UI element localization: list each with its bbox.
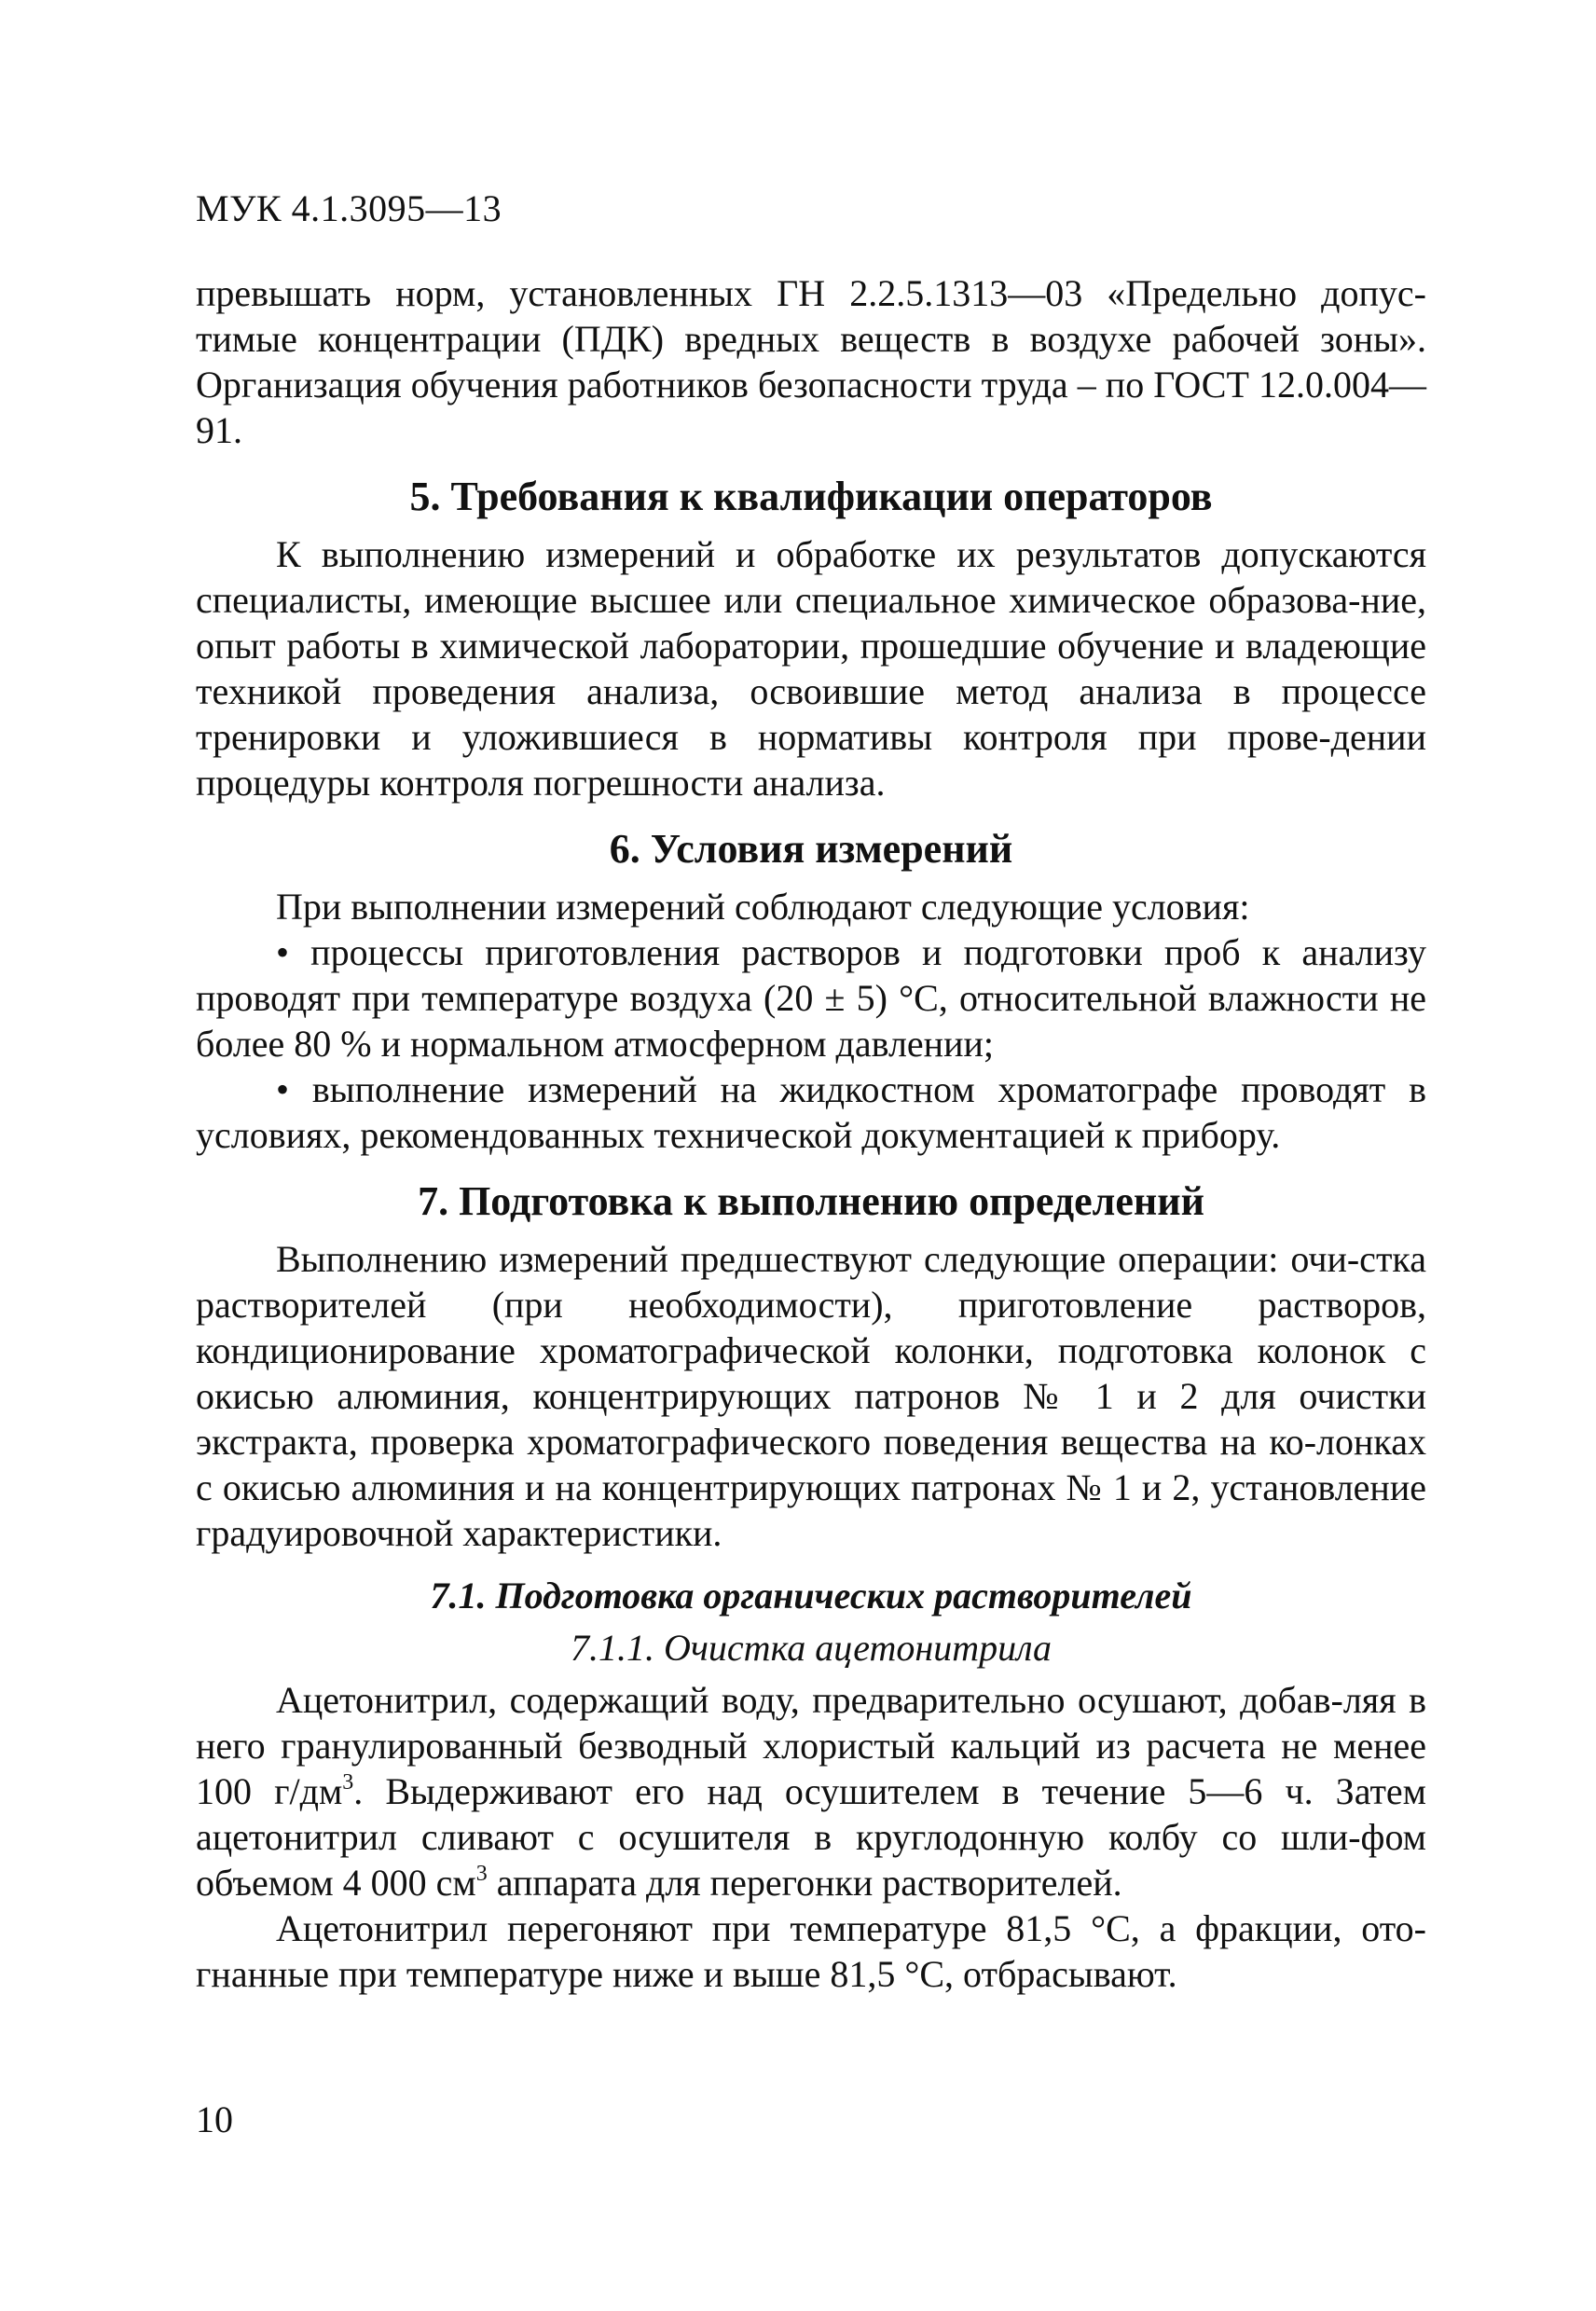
section-7-1-1-paragraph-2: Ацетонитрил перегоняют при температуре 81,5 °С, а фракции, ото-гнанные при температуре ниже и выше 81,5 °С, отбрасывают. [196,1907,1426,1995]
section-6-bullet-1: • процессы приготовления растворов и подготовки проб к анализу проводят при температуре воздуха (20 ± 5) °С, относительной влажности не более 80 % и нормальном атмосферном давлении; [196,931,1426,1065]
para-text-part-a: Ацетонитрил, содержащий воду, предварительно осушают, добав-ляя в него гранулированный безводный хлористый кальций из расчета не менее 100 г/дм [196,1679,1426,1812]
section-7-1-1-heading: 7.1.1. Очистка ацетонитрила [570,1627,1053,1669]
document-body [196,270,1426,1997]
section-7-paragraph: Выполнению измерений предшествуют следующие операции: очи-стка растворителей (при необходимости), приготовление растворов, кондиционирование хроматографической колонки, подготовка колонок с окисью алюминия, концентрирующих патронов № 1 и 2 для очистки экстракта, проверка хроматографического поведения вещества на ко-лонках с окисью алюминия и на концентрирующих патронах № 1 и 2, установление градуировочной характеристики. [196,1238,1426,1554]
section-6-lead: При выполнении измерений соблюдают следующие условия: [276,886,1250,928]
section-6-bullet-2: • выполнение измерений на жидкостном хроматографе проводят в условиях, рекомендованных технической документацией к прибору. [196,1068,1426,1156]
section-7-heading: 7. Подготовка к выполнению определений [418,1178,1204,1224]
para-text-part-c: аппарата для перегонки растворителей. [487,1862,1122,1904]
section-5-heading: 5. Требования к квалификации операторов [409,474,1213,519]
section-5-paragraph: К выполнению измерений и обработке их результатов допускаются специалисты, имеющие высшее или специальное химическое образова-ние, опыт работы в химической лаборатории, прошедшие обучение и владеющие техникой проведения анализа, освоившие метод анализа в процессе тренировки и уложившиеся в нормативы контроля при прове-дении процедуры контроля погрешности анализа. [196,533,1426,804]
superscript-3: 3 [342,1770,354,1795]
section-6-heading: 6. Условия измерений [609,826,1013,872]
para-text-part-b: . Выдерживают его над осушителем в течение 5—6 ч. Затем ацетонитрил сливают с осушителя в круглодонную колбу со шли-фом объемом 4 000 см [196,1770,1426,1904]
section-7-1-heading: 7.1. Подготовка органических растворителей [430,1575,1192,1616]
superscript-3: 3 [475,1862,488,1886]
intro-paragraph: превышать норм, установленных ГН 2.2.5.1313—03 «Предельно допус-тимые концентрации (ПДК) вредных веществ в воздухе рабочей зоны». Организация обучения работников безопасности труда – по ГОСТ 12.0.004—91. [196,272,1426,451]
page-number: 10 [196,2098,233,2140]
document-page [196,0,1426,2311]
document-header: МУК 4.1.3095—13 [196,187,502,229]
section-7-1-1-paragraph-1 [196,1677,1426,1905]
